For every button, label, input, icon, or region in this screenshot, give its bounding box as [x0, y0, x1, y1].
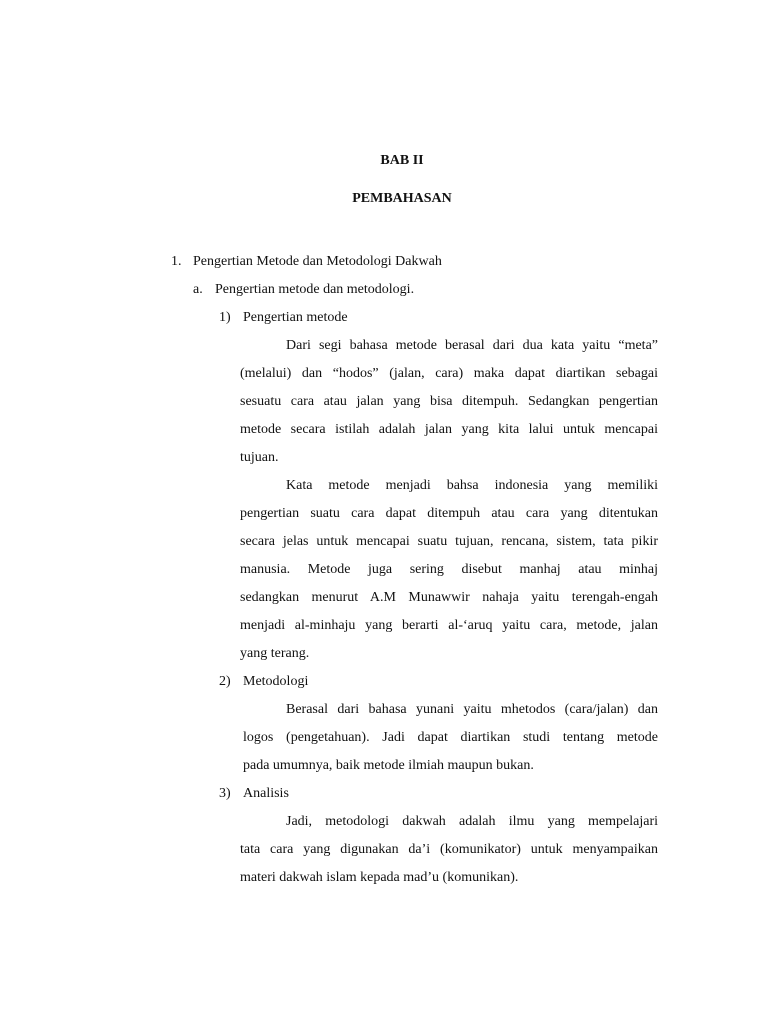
paragraph-line: tata cara yang digunakan da’i (komunikator) untuk menyampaikan	[240, 842, 658, 857]
paragraph-line: Dari segi bahasa metode berasal dari dua kata yaitu “meta”	[286, 338, 658, 353]
paragraph-line: sedangkan menurut A.M Munawwir nahaja yaitu terengah-engah	[240, 590, 658, 605]
section-heading: PEMBAHASAN	[352, 191, 452, 206]
paragraph-line: Kata metode menjadi bahsa indonesia yang memiliki	[286, 478, 658, 493]
list-marker-1-paren: 1)	[219, 310, 231, 325]
paragraph-line: sesuatu cara atau jalan yang bisa ditempuh. Sedangkan pengertian	[240, 394, 658, 409]
list-marker-1: 1.	[171, 254, 182, 269]
paragraph-line: pada umumnya, baik metode ilmiah maupun bukan.	[243, 758, 534, 773]
paragraph-line: Berasal dari bahasa yunani yaitu mhetodos (cara/jalan) dan	[286, 702, 658, 717]
paragraph-line: metode secara istilah adalah jalan yang kita lalui untuk mencapai	[240, 422, 658, 437]
list-item-analisis-label: Analisis	[243, 786, 289, 801]
paragraph-line: pengertian suatu cara dapat ditempuh atau cara yang ditentukan	[240, 506, 658, 521]
paragraph-line: logos (pengetahuan). Jadi dapat diartikan studi tentang metode	[243, 730, 658, 745]
list-marker-a: a.	[193, 282, 203, 297]
paragraph-line: secara jelas untuk mencapai suatu tujuan, rencana, sistem, tata pikir	[240, 534, 658, 549]
paragraph-line: yang terang.	[240, 646, 310, 661]
paragraph-line: manusia. Metode juga sering disebut manhaj atau minhaj	[240, 562, 658, 577]
list-marker-2-paren: 2)	[219, 674, 231, 689]
paragraph-line: Jadi, metodologi dakwah adalah ilmu yang mempelajari	[286, 814, 658, 829]
chapter-heading: BAB II	[380, 153, 424, 168]
list-item-metodologi-label: Metodologi	[243, 674, 309, 689]
paragraph-line: (melalui) dan “hodos” (jalan, cara) maka dapat diartikan sebagai	[240, 366, 658, 381]
paragraph-line: menjadi al-minhaju yang berarti al-‘aruq yaitu cara, metode, jalan	[240, 618, 658, 633]
paragraph-line: tujuan.	[240, 450, 279, 465]
paragraph-line: materi dakwah islam kepada mad’u (komunikan).	[240, 870, 519, 885]
list-item-1-label: Pengertian Metode dan Metodologi Dakwah	[193, 254, 442, 269]
list-marker-3-paren: 3)	[219, 786, 231, 801]
list-item-a-label: Pengertian metode dan metodologi.	[215, 282, 415, 297]
list-item-pengertian-metode-label: Pengertian metode	[243, 310, 348, 325]
